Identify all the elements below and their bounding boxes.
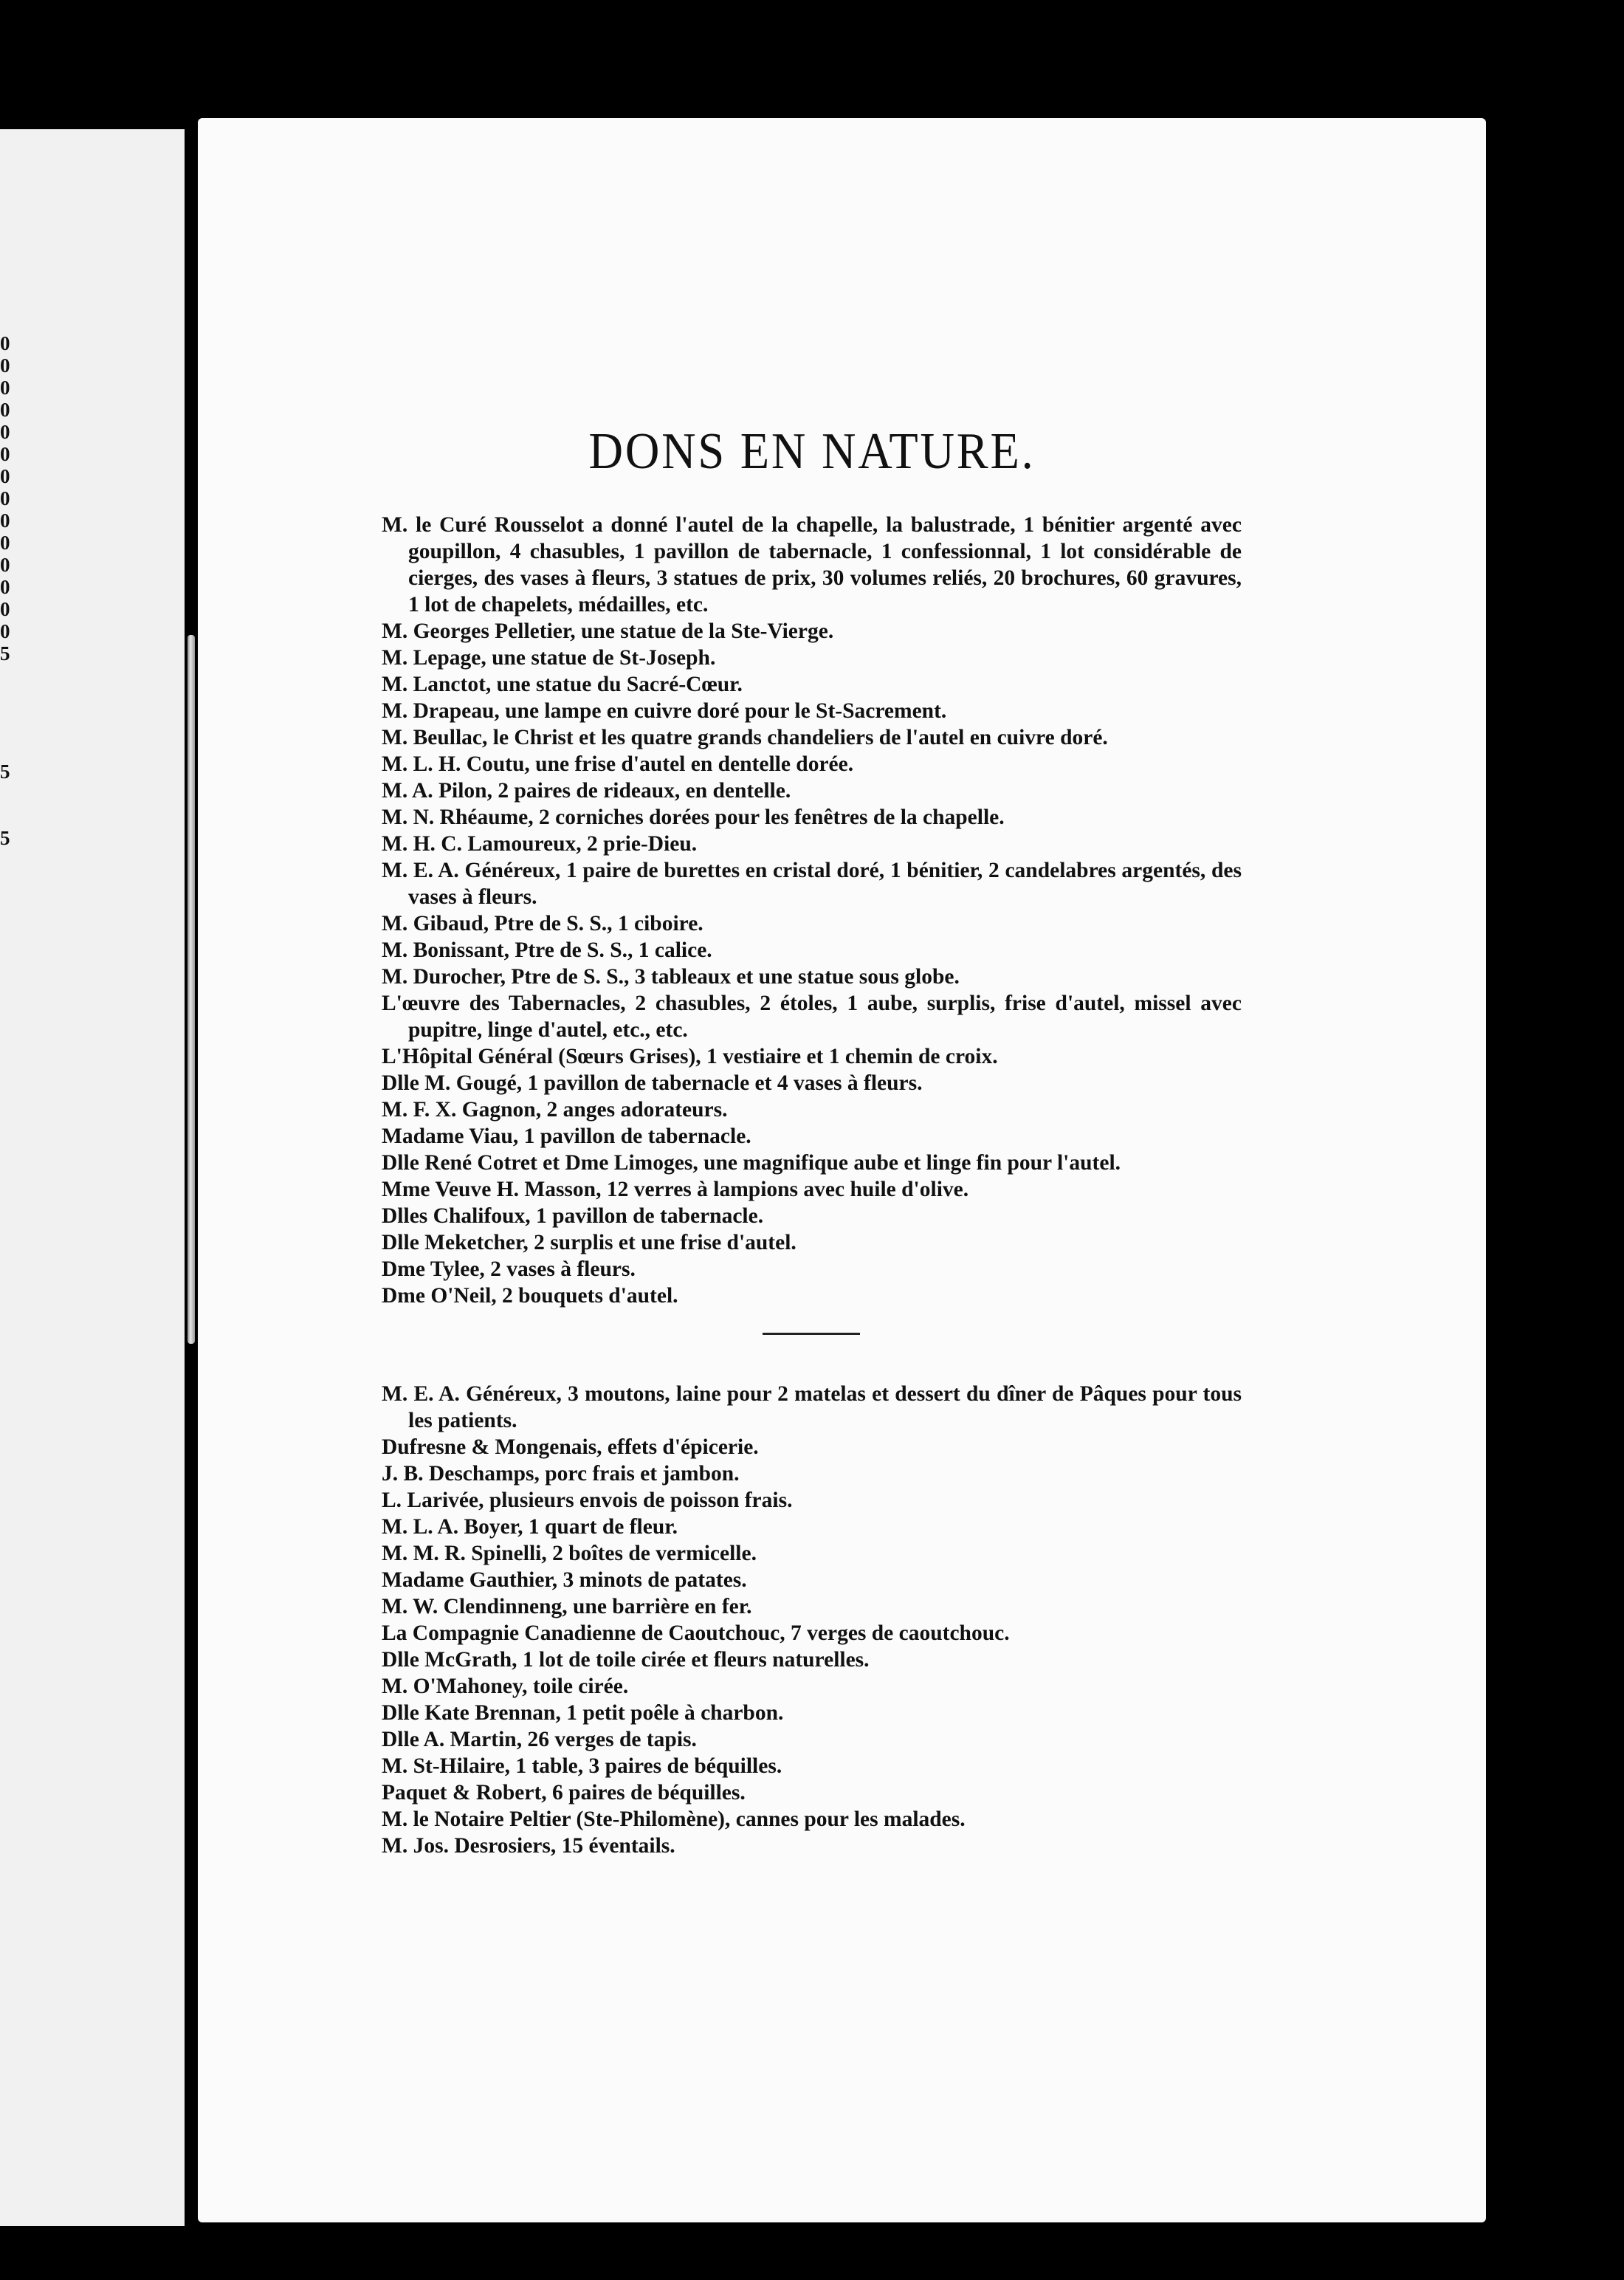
donation-entry: L. Larivée, plusieurs envois de poisson frais. [382, 1488, 793, 1512]
donation-entry: Madame Gauthier, 3 minots de patates. [382, 1568, 747, 1592]
margin-digit: 0 [0, 354, 10, 377]
donation-entry: Dme O'Neil, 2 bouquets d'autel. [382, 1284, 678, 1308]
margin-digit: 0 [0, 532, 10, 554]
margin-digit: 5 [0, 760, 10, 783]
donation-entry: M. Beullac, le Christ et les quatre grands chandeliers de l'autel en cuivre doré. [382, 726, 1108, 749]
donation-entry: Dlle René Cotret et Dme Limoges, une magnifique aube et linge fin pour l'autel. [382, 1151, 1121, 1175]
margin-digit: 0 [0, 554, 10, 576]
margin-digit: 0 [0, 576, 10, 598]
margin-digit: 0 [0, 465, 10, 487]
donation-entry: Dlle M. Gougé, 1 pavillon de tabernacle et 4 vases à fleurs. [382, 1071, 923, 1095]
donation-entry: Dme Tylee, 2 vases à fleurs. [382, 1257, 636, 1281]
donation-entry: M. W. Clendinneng, une barrière en fer. [382, 1595, 752, 1618]
donation-entry: M. A. Pilon, 2 paires de rideaux, en dentelle. [382, 779, 791, 803]
donation-entry: Mme Veuve H. Masson, 12 verres à lampions avec huile d'olive. [382, 1178, 969, 1201]
donation-entry: M. Jos. Desrosiers, 15 éventails. [382, 1834, 675, 1858]
margin-digit: 0 [0, 509, 10, 532]
margin-digit: 0 [0, 443, 10, 465]
margin-digit: 0 [0, 332, 10, 354]
donation-entry: M. E. A. Généreux, 1 paire de burettes en cristal doré, 1 bénitier, 2 candelabres argentés, des vases à fleurs. [382, 859, 1242, 909]
donation-entry: L'Hôpital Général (Sœurs Grises), 1 vestiaire et 1 chemin de croix. [382, 1045, 998, 1068]
donation-entry: La Compagnie Canadienne de Caoutchouc, 7 verges de caoutchouc. [382, 1621, 1010, 1645]
donation-entry: M. Lanctot, une statue du Sacré-Cœur. [382, 673, 743, 696]
donation-entry: M. Bonissant, Ptre de S. S., 1 calice. [382, 938, 712, 962]
donation-entry: Dlle Kate Brennan, 1 petit poêle à charbon. [382, 1701, 784, 1725]
donation-entry: J. B. Deschamps, porc frais et jambon. [382, 1462, 740, 1486]
donations-list-two [382, 1381, 1242, 1859]
margin-digit: 5 [0, 827, 10, 849]
section-separator [763, 1333, 860, 1335]
donation-entry: M. M. R. Spinelli, 2 boîtes de vermicelle. [382, 1542, 757, 1565]
margin-digit: 0 [0, 598, 10, 620]
donation-entry: M. F. X. Gagnon, 2 anges adorateurs. [382, 1098, 728, 1122]
donation-entry: Madame Viau, 1 pavillon de tabernacle. [382, 1124, 751, 1148]
donation-entry: M. H. C. Lamoureux, 2 prie-Dieu. [382, 832, 698, 856]
margin-digit: 0 [0, 421, 10, 443]
donation-entry: M. St-Hilaire, 1 table, 3 paires de béquilles. [382, 1754, 782, 1778]
donation-entry: Paquet & Robert, 6 paires de béquilles. [382, 1781, 746, 1805]
margin-digit: 0 [0, 399, 10, 421]
donation-entry: M. le Notaire Peltier (Ste-Philomène), cannes pour les malades. [382, 1807, 966, 1831]
donation-entry: M. Gibaud, Ptre de S. S., 1 ciboire. [382, 912, 703, 935]
donation-entry: Dufresne & Mongenais, effets d'épicerie. [382, 1435, 759, 1459]
donation-entry: Dlles Chalifoux, 1 pavillon de tabernacle. [382, 1204, 764, 1228]
donation-entry: Dlle McGrath, 1 lot de toile cirée et fleurs naturelles. [382, 1648, 870, 1672]
donation-entry: Dlle A. Martin, 26 verges de tapis. [382, 1728, 697, 1751]
donation-entry: M. Drapeau, une lampe en cuivre doré pour le St-Sacrement. [382, 699, 947, 723]
donation-entry: M. N. Rhéaume, 2 corniches dorées pour les fenêtres de la chapelle. [382, 806, 1005, 829]
donation-entry: M. Georges Pelletier, une statue de la Ste-Vierge. [382, 619, 834, 643]
margin-digit: 0 [0, 377, 10, 399]
donation-entry: M. L. H. Coutu, une frise d'autel en dentelle dorée. [382, 752, 854, 776]
margin-digit: 5 [0, 642, 10, 665]
donation-entry: M. L. A. Boyer, 1 quart de fleur. [382, 1515, 678, 1539]
donation-entry: M. Durocher, Ptre de S. S., 3 tableaux et une statue sous globe. [382, 965, 960, 989]
donation-entry: M. O'Mahoney, toile cirée. [382, 1675, 629, 1698]
donations-list-one [382, 512, 1242, 1309]
donation-entry: M. Lepage, une statue de St-Joseph. [382, 646, 716, 670]
margin-digit: 0 [0, 620, 10, 642]
donation-entry: M. le Curé Rousselot a donné l'autel de la chapelle, la balustrade, 1 bénitier argenté avec goupillon, 4 chasubles, 1 pavillon de tabernacle, 1 confessionnal, 1 lot considérable de cierges, des vases à fleurs, 3 statues de prix, 30 volumes reliés, 20 brochures, 60 gravures, 1 lot de chapelets, médailles, etc. [382, 513, 1242, 617]
book-gutter [187, 635, 195, 1344]
page-title: DONS EN NATURE. [588, 423, 1036, 480]
donation-entry: Dlle Meketcher, 2 surplis et une frise d'autel. [382, 1231, 796, 1254]
donation-entry: M. E. A. Généreux, 3 moutons, laine pour 2 matelas et dessert du dîner de Pâques pour tous les patients. [382, 1382, 1242, 1432]
donation-entry: L'œuvre des Tabernacles, 2 chasubles, 2 étoles, 1 aube, surplis, frise d'autel, missel avec pupitre, linge d'autel, etc., etc. [382, 992, 1242, 1042]
margin-digit: 0 [0, 487, 10, 509]
